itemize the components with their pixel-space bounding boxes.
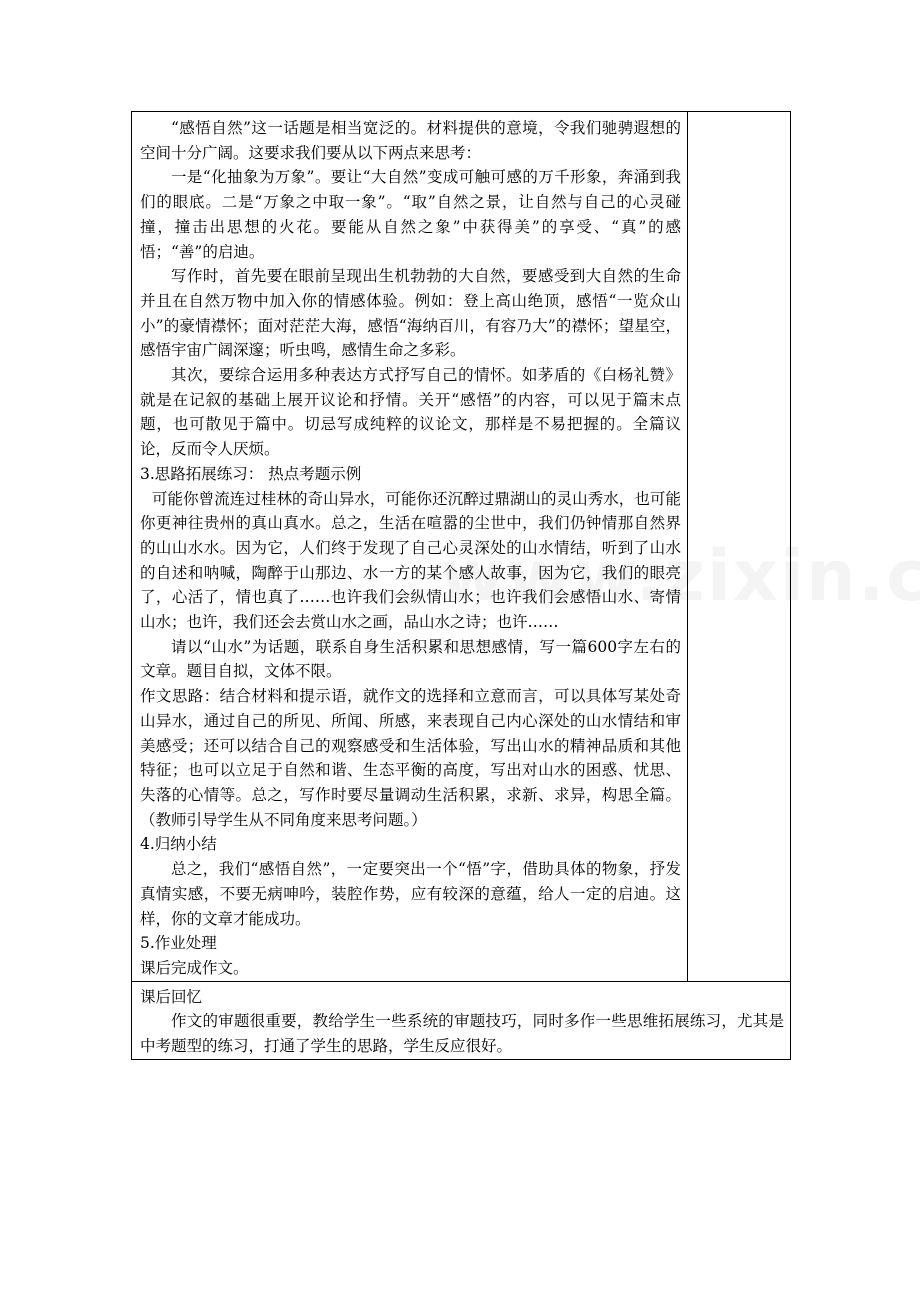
heading-section-4: 4.归纳小结 xyxy=(140,835,217,854)
main-content xyxy=(132,112,687,981)
paragraph-intro: “感悟自然”这一话题是相当宽泛的。材料提供的意境，令我们驰骋遐想的空间十分广阔。这要求我们要从以下两点来思考： xyxy=(140,119,681,162)
paragraph-writing: 写作时，首先要在眼前呈现出生机勃勃的大自然，要感受到大自然的生命并且在自然万物中加入你的情感体验。例如：登上高山绝顶，感悟“一览众山小”的豪情襟怀；面对茫茫大海，感悟“海纳百川，有容乃大”的襟怀；望星空，感悟宇宙广阔深邃；听虫鸣，感情生命之多彩。 xyxy=(140,267,681,360)
side-notes-cell xyxy=(688,112,791,982)
paragraph-prompt: 请以“山水”为话题，联系自身生活积累和思想感情，写一篇600字左右的文章。题目自拟，文体不限。 xyxy=(140,637,681,681)
paragraph-homework: 课后完成作文。 xyxy=(140,958,249,977)
lesson-plan-table xyxy=(131,111,791,1060)
after-class-cell xyxy=(132,981,791,1059)
main-content-cell xyxy=(132,112,688,982)
paragraph-expression: 其次，要综合运用多种表达方式抒写自己的情怀。如茅盾的《白杨礼赞》就是在记叙的基础上展开议论和抒情。关开“感悟”的内容，可以见于篇末点题，也可散见于篇中。切忌写成纯粹的议论文，那样是不易把握的。全篇议论，反而令人厌烦。 xyxy=(140,366,681,459)
after-class-content xyxy=(132,982,790,1059)
content-row xyxy=(132,112,791,982)
paragraph-writing-ideas: 作文思路：结合材料和提示语，就作文的选择和立意而言，可以具体写某处奇山异水，通过自己的所见、所闻、所感，来表现自己内心深处的山水情结和审美感受；还可以结合自己的观察感受和生活体验，写出山水的精神品质和其他特征；也可以立足于自然和谐、生态平衡的高度，写出对山水的困惑、忧思、失落的心情等。总之，写作时要尽量调动生活积累，求新、求异，构思全篇。（教师引导学生从不同角度来思考问题。） xyxy=(140,687,681,829)
heading-section-5: 5.作业处理 xyxy=(140,934,217,953)
paragraph-example-material: 可能你曾流连过桂林的奇山异水，可能你还沉醉过鼎湖山的灵山秀水，也可能你更神往贵州的真山真水。总之，生活在喧嚣的尘世中，我们仍钟情那自然界的山山水水。因为它，人们终于发现了自己心灵深处的山水情结，听到了山水的自述和呐喊，陶醉于山那边、水一方的某个感人故事，因为它，我们的眼亮了，心活了，情也真了……也许我们会纵情山水；也许我们会感悟山水、寄情山水；也许，我们还会去赏山水之画，品山水之诗；也许…… xyxy=(140,489,681,632)
after-class-text: 作文的审题很重要，教给学生一些系统的审题技巧，同时多作一些思维拓展练习，尤其是中考题型的练习，打通了学生的思路，学生反应很好。 xyxy=(140,1012,784,1056)
heading-section-3: 3.思路拓展练习： 热点考题示例 xyxy=(140,464,362,483)
paragraph-two-points: 一是“化抽象为万象”。要让“大自然”变成可触可感的万千形象，奔涌到我们的眼底。二是“万象之中取一象”。“取”自然之景，让自然与自己的心灵碰撞，撞击出思想的火花。要能从自然之象”中获得美”的享受、“真”的感悟；“善”的启迪。 xyxy=(140,168,681,261)
after-class-title: 课后回忆 xyxy=(140,987,203,1006)
paragraph-summary: 总之，我们“感悟自然”，一定要突出一个“悟”字，借助具体的物象，抒发真情实感，不要无病呻吟，装腔作势，应有较深的意蕴，给人一定的启迪。这样，你的文章才能成功。 xyxy=(140,860,681,928)
after-class-row xyxy=(132,981,791,1059)
